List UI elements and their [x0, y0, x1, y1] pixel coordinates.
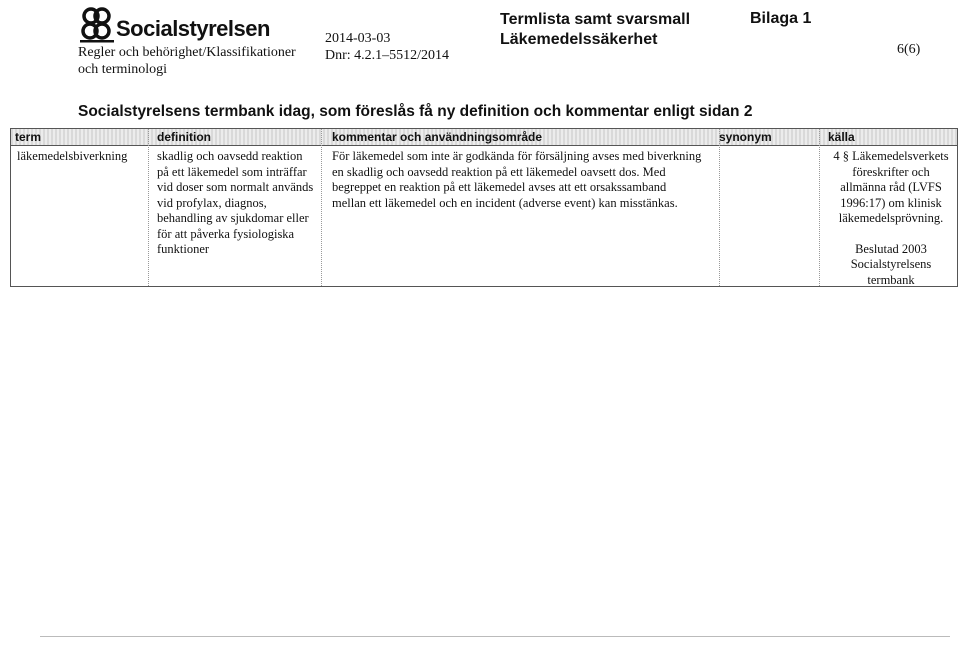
column-divider: [719, 129, 720, 286]
comment-line: För läkemedel som inte är godkända för försäljning avses med biverkning: [332, 149, 702, 163]
source-decision-line: Socialstyrelsens: [850, 257, 932, 271]
comment-line: mellan ett läkemedel och en incident (adverse event) kan misstänkas.: [332, 195, 678, 210]
source-decision-line: termbank: [867, 272, 915, 287]
title-line: Termlista samt svarsmall: [500, 11, 691, 28]
definition-line: skadlig och oavsedd reaktion: [157, 149, 303, 163]
source-line: allmänna råd (LVFS: [840, 180, 942, 194]
table-cell-definition: [157, 149, 317, 258]
definition-line: vid profylax, diagnos,: [157, 195, 267, 210]
section-heading: Socialstyrelsens termbank idag, som föreslås få ny definition och kommentar enligt sidan 2: [78, 103, 753, 120]
title-line: Läkemedelssäkerhet: [500, 31, 658, 48]
source-line: föreskrifter och: [852, 164, 930, 179]
table-cell-term: läkemedelsbiverkning: [17, 149, 128, 163]
reference-number: Dnr: 4.2.1–5512/2014: [325, 48, 450, 63]
department-line: och terminologi: [78, 62, 168, 77]
source-line: 4 § Läkemedelsverkets: [833, 149, 949, 163]
document-date: 2014-03-03: [325, 31, 391, 46]
socialstyrelsen-logo-icon: [78, 6, 116, 44]
comment-line: en skadlig och oavsedd reaktion på ett läkemedel oavsett dos. Med: [332, 164, 666, 179]
column-header-comment: kommentar och användningsområde: [332, 130, 543, 144]
document-title: [500, 10, 690, 50]
column-divider: [321, 129, 322, 286]
table-header: [11, 129, 957, 146]
source-line: 1996:17) om klinisk: [840, 195, 942, 210]
document-dates: [325, 30, 449, 64]
definition-line: behandling av sjukdomar eller: [157, 211, 309, 225]
column-divider: [148, 129, 149, 286]
column-header-source: källa: [828, 130, 855, 144]
table-cell-comment: [332, 149, 717, 211]
column-header-term: term: [15, 130, 42, 144]
department-line: Regler och behörighet/Klassifikationer: [78, 45, 296, 60]
logo-text: Socialstyrelsen: [116, 16, 270, 41]
source-decision-line: Beslutad 2003: [855, 241, 927, 256]
definition-line: för att påverka fysiologiska: [157, 226, 295, 241]
column-divider: [819, 129, 820, 286]
annex-label: Bilaga 1: [750, 10, 812, 27]
term-table: [10, 128, 958, 287]
definition-line: på ett läkemedel som inträffar: [157, 164, 307, 179]
table-cell-source: [825, 149, 957, 288]
column-header-synonym: synonym: [719, 130, 772, 144]
definition-line: vid doser som normalt används: [157, 180, 314, 194]
source-line: läkemedelsprövning.: [838, 211, 944, 225]
definition-line: funktioner: [157, 242, 210, 256]
page-number: 6(6): [897, 42, 921, 57]
department: [78, 44, 296, 78]
column-header-definition: definition: [157, 130, 211, 144]
bottom-rule: [40, 636, 950, 637]
logo: [78, 6, 308, 46]
comment-line: begreppet en reaktion på ett läkemedel avses att ett orsakssamband: [332, 180, 667, 194]
